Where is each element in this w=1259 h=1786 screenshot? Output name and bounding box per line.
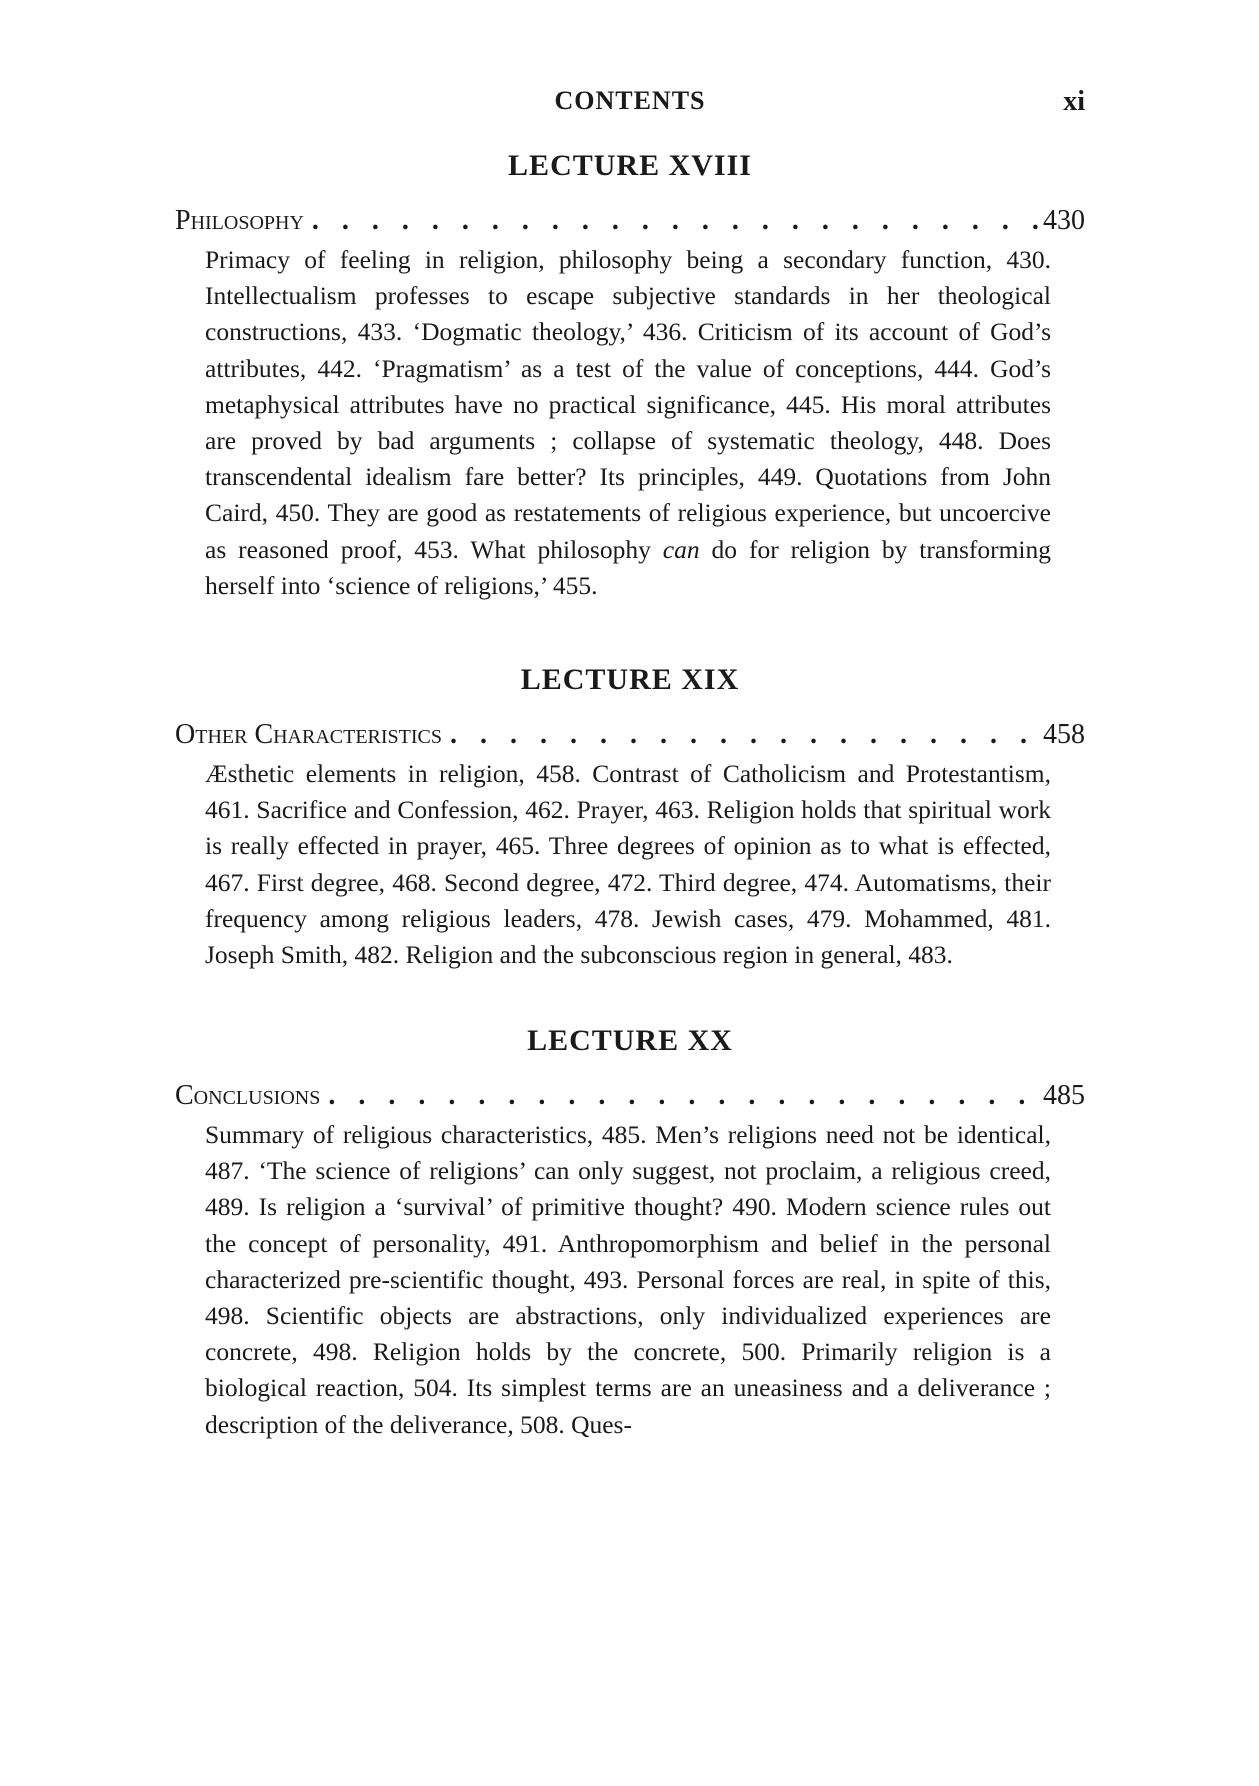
lecture-heading: LECTURE XVIII <box>508 149 752 182</box>
entry-title: Other Characteristics <box>175 719 443 750</box>
toc-entry <box>175 1079 1085 1115</box>
dot-leader <box>442 718 1041 752</box>
entry-title: Philosophy <box>175 205 304 236</box>
entry-page-number: 430 <box>1043 205 1085 236</box>
entry-title: Conclusions <box>175 1080 321 1111</box>
entry-page-number: 485 <box>1043 1080 1085 1111</box>
dot-leader <box>304 204 1041 238</box>
lecture-xix-section <box>175 662 1085 973</box>
summary-text: do for religion by transforming herself into ‘science of religions,’ 455. <box>205 534 1052 600</box>
lecture-xviii-section <box>175 148 1085 604</box>
lecture-heading: LECTURE XX <box>527 1024 733 1057</box>
entry-page-number: 458 <box>1043 719 1085 750</box>
running-head <box>175 86 1085 126</box>
lecture-summary: Æsthetic elements in religion, 458. Contrast of Catholicism and Protestantism, 461. Sacrifice and Confession, 462. Prayer, 463. Religion holds that spiritual work is really effected in prayer, 465. Three degrees of opinion as to what is effected, 467. First degree, 468. Second degree, 472. Third degree, 474. Automatisms, their frequency among religious leaders, 478. Jewish cases, 479. Mohammed, 481. Joseph Smith, 482. Religion and the subconscious region in general, 483. <box>205 759 1051 970</box>
toc-entry <box>175 718 1085 754</box>
toc-entry <box>175 204 1085 240</box>
lecture-xx-section <box>175 1023 1085 1443</box>
running-title: CONTENTS <box>554 86 706 115</box>
dot-leader <box>320 1079 1041 1113</box>
summary-text: Primacy of feeling in religion, philosophy being a secondary function, 430. Intellectualism professes to escape subjective standards in her theological constructions, 433. ‘Dogmatic theology,’ 436. Criticism of its account of God’s attributes, 442. ‘Pragmatism’ as a test of the value of conceptions, 444. God’s metaphysical attributes have no practical significance, 445. His moral attributes are proved by bad arguments ; collapse of systematic theology, 448. Does transcendental idealism fare better? Its principles, 449. Quotations from John Caird, 450. They are good as restatements of religious experience, but uncoercive as reasoned proof, 453. What philosophy <box>205 245 1051 564</box>
lecture-summary: Summary of religious characteristics, 485. Men’s religions need not be identical, 487. ‘The science of religions’ can only suggest, not proclaim, a religious creed, 489. Is religion a ‘survival’ of primitive thought? 490. Modern science rules out the concept of personality, 491. Anthropomorphism and belief in the personal characterized pre-scientific thought, 493. Personal forces are real, in spite of this, 498. Scientific objects are abstractions, only individualized experiences are concrete, 498. Religion holds by the concrete, 500. Primarily religion is a biological reaction, 504. Its simplest terms are an uneasiness and a deliverance ; description of the deliverance, 508. Ques- <box>205 1120 1051 1439</box>
lecture-heading: LECTURE XIX <box>520 663 740 696</box>
page-number: xi <box>1063 86 1085 117</box>
lecture-summary <box>205 242 1051 604</box>
summary-italic-text: can <box>662 534 700 564</box>
